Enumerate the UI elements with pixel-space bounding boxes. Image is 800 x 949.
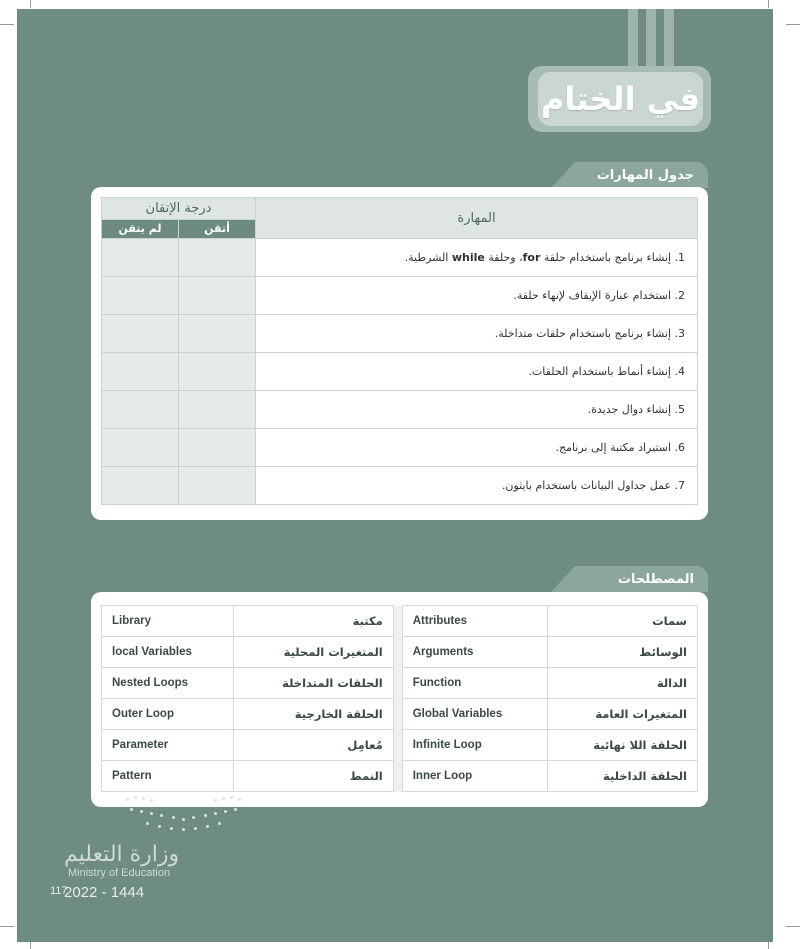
skill-text: 2. استخدام عبارة الإيقاف لإنهاء حلقة. [256, 277, 698, 315]
mastered-header: أتقن [179, 219, 256, 238]
skill-row [102, 239, 698, 277]
skills-section-tab: جدول المهارات [575, 162, 708, 188]
column-gap [393, 730, 402, 761]
skill-row [102, 391, 698, 429]
skill-column-header: المهارة [256, 198, 698, 239]
term-arabic: الحلقات المتداخلة [234, 668, 393, 699]
term-row [102, 668, 698, 699]
crop-mark [30, 0, 31, 8]
term-arabic: المتغيرات المحلية [234, 637, 393, 668]
crop-mark [30, 941, 31, 949]
term-row [102, 761, 698, 792]
term-english: Function [402, 668, 547, 699]
skill-row [102, 467, 698, 505]
term-row [102, 699, 698, 730]
crop-mark [0, 24, 14, 25]
decorative-bar [664, 9, 674, 69]
column-gap [393, 668, 402, 699]
not-mastered-checkbox-cell[interactable] [102, 391, 179, 429]
skill-text: 6. استيراد مكتبة إلى برنامج. [256, 429, 698, 467]
terms-table [101, 605, 698, 792]
skills-table [101, 197, 698, 505]
skill-row [102, 429, 698, 467]
mastered-checkbox-cell[interactable] [179, 429, 256, 467]
mastered-checkbox-cell[interactable] [179, 239, 256, 277]
not-mastered-checkbox-cell[interactable] [102, 277, 179, 315]
skill-text: 1. إنشاء برنامج باستخدام حلقة for، وحلقة while الشرطية. [256, 239, 698, 277]
terms-section-tab: المصطلحات [575, 566, 708, 592]
column-gap [393, 761, 402, 792]
page-number: 117 [50, 885, 68, 897]
term-arabic: مكتبة [234, 606, 393, 637]
term-arabic: الدالة [547, 668, 697, 699]
crop-mark [768, 0, 769, 8]
term-english: Nested Loops [102, 668, 234, 699]
column-gap [393, 637, 402, 668]
term-english: Library [102, 606, 234, 637]
term-arabic: المتغيرات العامة [547, 699, 697, 730]
mastered-checkbox-cell[interactable] [179, 353, 256, 391]
skill-text: 3. إنشاء برنامج باستخدام حلقات متداخلة. [256, 315, 698, 353]
not-mastered-checkbox-cell[interactable] [102, 315, 179, 353]
term-english: Global Variables [402, 699, 547, 730]
mastered-checkbox-cell[interactable] [179, 391, 256, 429]
term-english: Outer Loop [102, 699, 234, 730]
term-arabic: النمط [234, 761, 393, 792]
mastered-checkbox-cell[interactable] [179, 315, 256, 353]
term-english: Inner Loop [402, 761, 547, 792]
ministry-name-english: Ministry of Education [68, 867, 171, 879]
ministry-name-arabic: وزارة التعليم [64, 842, 180, 867]
title-panel [538, 72, 703, 126]
skill-row [102, 277, 698, 315]
skill-row [102, 315, 698, 353]
term-english: Attributes [402, 606, 547, 637]
not-mastered-checkbox-cell[interactable] [102, 467, 179, 505]
skill-text: 5. إنشاء دوال جديدة. [256, 391, 698, 429]
term-english: Arguments [402, 637, 547, 668]
term-english: local Variables [102, 637, 234, 668]
column-gap [393, 606, 402, 637]
decorative-bar [628, 9, 638, 69]
not-mastered-checkbox-cell[interactable] [102, 353, 179, 391]
mastered-checkbox-cell[interactable] [179, 467, 256, 505]
term-row [102, 606, 698, 637]
term-row [102, 637, 698, 668]
edition-year: 2022 - 1444 [64, 884, 145, 901]
term-arabic: مُعامِل [234, 730, 393, 761]
crop-mark [0, 926, 14, 927]
term-arabic: سمات [547, 606, 697, 637]
crop-mark [768, 941, 769, 949]
term-arabic: الوسائط [547, 637, 697, 668]
decorative-bar [646, 9, 656, 69]
skill-row [102, 353, 698, 391]
skill-text: 4. إنشاء أنماط باستخدام الحلقات. [256, 353, 698, 391]
not-mastered-checkbox-cell[interactable] [102, 429, 179, 467]
term-english: Parameter [102, 730, 234, 761]
mastered-checkbox-cell[interactable] [179, 277, 256, 315]
page-title: في الختام [540, 80, 701, 118]
term-english: Pattern [102, 761, 234, 792]
not-mastered-header: لم يتقن [102, 219, 179, 238]
term-row [102, 730, 698, 761]
term-arabic: الحلقة اللا نهائية [547, 730, 697, 761]
crop-mark [786, 926, 800, 927]
not-mastered-checkbox-cell[interactable] [102, 239, 179, 277]
skill-text: 7. عمل جداول البيانات باستخدام بايثون. [256, 467, 698, 505]
mastery-level-header: درجة الإتقان [102, 198, 256, 220]
term-english: Infinite Loop [402, 730, 547, 761]
term-arabic: الحلقة الخارجية [234, 699, 393, 730]
term-arabic: الحلقة الداخلية [547, 761, 697, 792]
crop-mark [786, 24, 800, 25]
column-gap [393, 699, 402, 730]
